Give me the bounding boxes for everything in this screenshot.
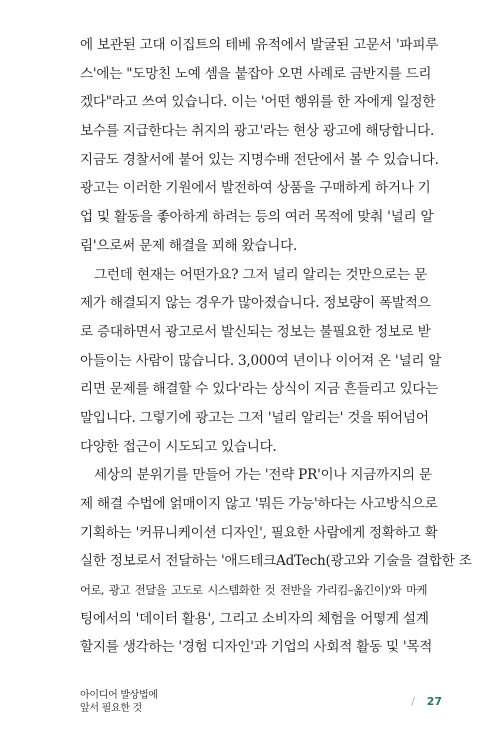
body-line: 팅에서의 '데이터 활용', 그리고 소비자의 체험을 어떻게 설계 (80, 610, 429, 627)
paragraph-start-line: 그런데 현재는 어떤가요? 그저 널리 알리는 것만으로는 문 (94, 266, 427, 283)
body-line: 로 증대하면서 광고로서 발신되는 정보는 불필요한 정보로 받 (80, 323, 431, 340)
body-line: 보수를 지급한다는 취지의 광고'라는 현상 광고에 해당합니다. (80, 123, 435, 140)
body-line: 광고는 이러한 기원에서 발전하여 상품을 구매하게 하거나 기 (80, 180, 431, 197)
footer-separator: / (411, 695, 415, 708)
book-title-line1: 아이디어 발상법에 (80, 690, 158, 701)
body-line: 말입니다. 그렇기에 광고는 그저 '널리 알리는' 것을 뛰어넘어 (80, 409, 429, 426)
page-number: 27 (426, 695, 442, 708)
body-line: 다양한 접근이 시도되고 있습니다. (80, 438, 277, 455)
body-line: 림'으로써 문제 해결을 꾀해 왔습니다. (80, 237, 298, 254)
body-line-translator-note: 어로, 광고 전달을 고도로 시스템화한 것 전반을 가리킴–옮긴이)'와 마케 (80, 583, 427, 598)
body-line: 실한 정보로서 전달하는 '애드테크AdTech(광고와 기술을 결합한 조 (80, 553, 472, 570)
body-line: 에 보관된 고대 이집트의 테베 유적에서 발굴된 고문서 '파피루 (80, 37, 439, 53)
body-line: 겠다"라고 쓰여 있습니다. 이는 '어떤 행위를 한 자에게 일정한 (80, 94, 436, 111)
body-line: 아들이는 사람이 많습니다. 3,000여 년이나 이어져 온 '널리 알 (80, 352, 442, 369)
body-line: 리면 문제를 해결할 수 있다'라는 상식이 지금 흔들리고 있다는 (80, 381, 439, 398)
page-number-area (411, 695, 442, 708)
running-footer-title (80, 690, 158, 715)
body-line: 지금도 경찰서에 붙어 있는 지명수배 전단에서 볼 수 있습니다. (80, 151, 439, 168)
book-title-line2: 앞서 필요한 것 (80, 702, 142, 714)
body-line: 제가 해결되지 않는 경우가 많아졌습니다. 정보량이 폭발적으 (80, 295, 431, 312)
paragraph-start-line: 세상의 분위기를 만들어 가는 '전략 PR'이나 지금까지의 문 (94, 467, 432, 484)
body-line: 기획하는 '커뮤니케이션 디자인', 필요한 사람에게 정확하고 확 (80, 524, 438, 541)
body-line: 할지를 생각하는 '경험 디자인'과 기업의 사회적 활동 및 '목적 (80, 639, 433, 656)
body-line: 스'에는 "도망친 노예 셈을 붙잡아 오면 사례로 금반지를 드리 (80, 65, 432, 82)
body-line: 제 해결 수법에 얽매이지 않고 '뭐든 가능'하다는 사고방식으로 (80, 496, 438, 512)
body-line: 업 및 활동을 좋아하게 하려는 등의 여러 목적에 맞춰 '널리 알 (80, 209, 434, 226)
body-text (80, 31, 472, 662)
